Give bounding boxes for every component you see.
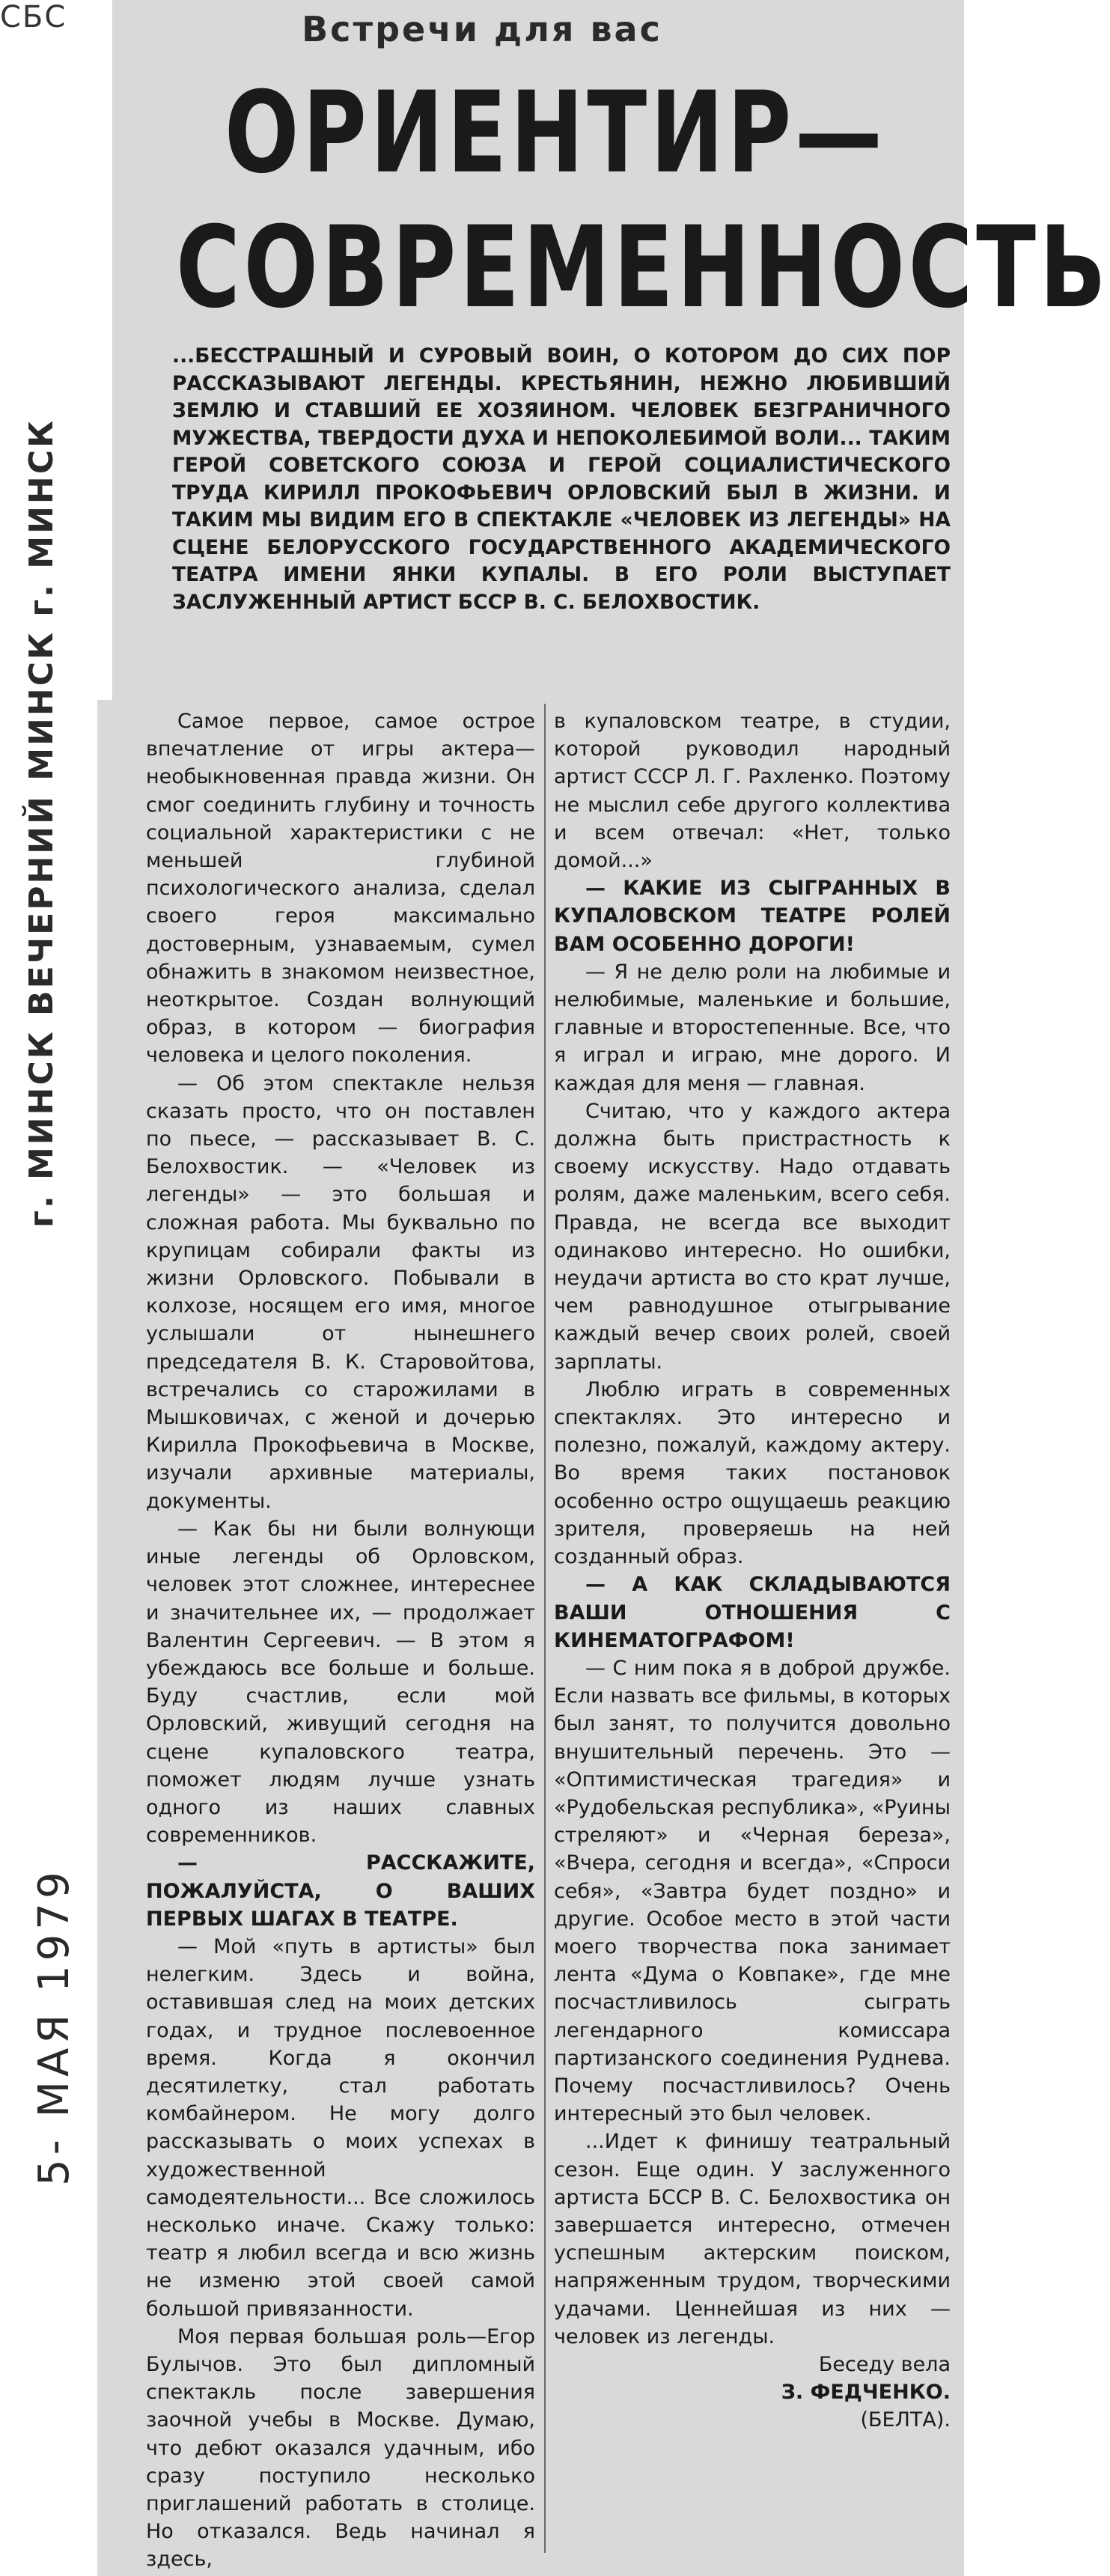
signature-name: З. ФЕДЧЕНКО. [781, 2381, 951, 2405]
paragraph: Люблю играть в современных спектаклях. Это интересно и полезно, пожалуй, каждому актеру. Во время таких постановок особенно остро ощущаешь реакцию зрителя, проверяешь на ней созданный образ. [554, 1377, 951, 1569]
handwritten-note: СБС [0, 0, 67, 34]
paragraph: ...Идет к финишу театральный сезон. Еще один. У заслуженного артиста БССР В. С. Белохвостика он завершается интересно, отмечен успешным актерским поиском, напряженным трудом, творческими удачами. Ценнейшая из них — человек из легенды. [554, 2130, 951, 2348]
paragraph: в купаловском театре, в студии, которой руководил народный артист СССР Л. Г. Рахленко. Поэтому не мыслил себе другого коллектива и всем отвечал: «Нет, только домой...» [554, 710, 951, 873]
paragraph: Самое первое, самое острое впечатление от игры актера—необыкновенная правда жизни. Он смог соединить глубину и точность социальной характеристики с не меньшей глубиной психологического анализа, сделал своего героя максимально достоверным, узнаваемым, сумел обнажить в знакомом неизвестное, неоткрытое. Создан волнующий образ, в котором — биография человека и целого поколения. [146, 710, 535, 1068]
publication-date: 5- МАЯ 1979 [30, 1867, 79, 2186]
paragraph: Моя первая большая роль—Егор Булычов. Это был дипломный спектакль после завершения заочной учебы в Москве. Думаю, что дебют оказался удачным, ибо сразу поступило несколько приглашений работать в столице. Но отказался. Ведь начинал я здесь, [146, 2324, 535, 2572]
paragraph: Считаю, что у каждого актера должна быть пристрастность к своему искусству. Надо отдавать ролям, даже маленьким, всего себя. Правда, не всегда все выходит одинаково интересно. Но ошибки, неудачи артиста во сто крат лучше, чем равнодушное отыгрывание каждый вечер своих ролей, своей зарплаты. [554, 1099, 951, 1374]
rubric-title: Встречи для вас [302, 9, 662, 49]
headline-line2: СОВРЕМЕННОСТЬ [176, 203, 1110, 333]
paragraph: — С ним пока я в доброй дружбе. Если назвать все фильмы, в которых был занят, то получится довольно внушительный перечень. Это — «Оптимистическая трагедия» и «Рудобельская республика», «Руины стреляют» и «Черная береза», «Вчера, сегодня и всегда», «Спроси себя», «Завтра будет поздно» и другие. Особое место в этой части моего творчества пока занимает лента «Дума о Ковпаке», где мне посчастливилось сыграть легендарного комиссара партизанского соединения Руднева. Почему посчастливилось? Очень интересный это был человек. [554, 1656, 951, 2126]
article-column-1 [146, 707, 535, 2574]
interview-question: — А КАК СКЛАДЫВАЮТСЯ ВАШИ ОТНОШЕНИЯ С КИНЕМАТОГРАФОМ! [554, 1573, 951, 1652]
lead-paragraph: ...БЕССТРАШНЫЙ И СУРОВЫЙ ВОИН, О КОТОРОМ ДО СИХ ПОР РАССКАЗЫВАЮТ ЛЕГЕНДЫ. КРЕСТЬЯНИН, НЕЖНО ЛЮБИВШИЙ ЗЕМЛЮ И СТАВШИЙ ЕЕ ХОЗЯИНОМ. ЧЕЛОВЕК БЕЗГРАНИЧНОГО МУЖЕСТВА, ТВЕРДОСТИ ДУХА И НЕПОКОЛЕБИМОЙ ВОЛИ... ТАКИМ ГЕРОЙ СОВЕТСКОГО СОЮЗА И ГЕРОЙ СОЦИАЛИСТИЧЕСКОГО ТРУДА КИРИЛЛ ПРОКОФЬЕВИЧ ОРЛОВСКИЙ БЫЛ В ЖИЗНИ. И ТАКИМ МЫ ВИДИМ ЕГО В СПЕКТАКЛЕ «ЧЕЛОВЕК ИЗ ЛЕГЕНДЫ» НА СЦЕНЕ БЕЛОРУССКОГО ГОСУДАРСТВЕННОГО АКАДЕМИЧЕСКОГО ТЕАТРА ИМЕНИ ЯНКИ КУПАЛЫ. В ЕГО РОЛИ ВЫСТУПАЕТ ЗАСЛУЖЕННЫЙ АРТИСТ БССР В. С. БЕЛОХВОСТИК. [172, 344, 951, 614]
interview-question: — РАССКАЖИТЕ, ПОЖАЛУЙСТА, О ВАШИХ ПЕРВЫХ ШАГАХ В ТЕАТРЕ. [146, 1851, 535, 1931]
signature-line: Беседу вела [818, 2352, 951, 2376]
article-column-2 [554, 707, 951, 2435]
paragraph: — Я не делю роли на любимые и нелюбимые, маленькие и большие, главные и второстепенные. Все, что я играл и играю, мне дорого. И каждая для меня — главная. [554, 960, 951, 1095]
paragraph: — Мой «путь в артисты» был нелегким. Здесь и война, оставившая след на моих детских годах, и трудное послевоенное время. Когда я окончил десятилетку, стал работать комбайнером. Не могу долго рассказывать о моих успехах в художественной самодеятельности... Все сложилось несколько иначе. Скажу только: театр я любил всегда и всю жизнь не изменю этой своей самой большой привязанности. [146, 1934, 535, 2321]
paragraph: — Об этом спектакле нельзя сказать просто, что он поставлен по пьесе, — рассказывает В. С. Белохвостик. — «Человек из легенды» — это большая и сложная работа. Мы буквально по крупицам собирали факты из жизни Орловского. Побывали в колхозе, носящем его имя, многое услышали от нынешнего председателя В. К. Старовойтова, встречались со старожилами в Мышковичах, с женой и дочерью Кирилла Прокофьевича в Москве, изучали архивные материалы, документы. [146, 1071, 535, 1513]
column-divider [544, 704, 546, 2553]
headline-line1: ОРИЕНТИР— [225, 68, 886, 198]
news-agency: (БЕЛТА). [860, 2408, 951, 2432]
newspaper-stamp: г. МИНСК ВЕЧЕРНИЙ МИНСК г. МИНСК [22, 418, 61, 1228]
interview-question: — КАКИЕ ИЗ СЫГРАННЫХ В КУПАЛОВСКОМ ТЕАТРЕ РОЛЕЙ ВАМ ОСОБЕННО ДОРОГИ! [554, 877, 951, 956]
paragraph: — Как бы ни были волнующи иные легенды об Орловском, человек этот сложнее, интереснее и значительнее их, — продолжает Валентин Сергеевич. — В этом я убеждаюсь все больше и больше. Буду счастлив, если мой Орловский, живущий сегодня на сцене купаловского театра, поможет людям лучше узнать одного из наших славных современников. [146, 1517, 535, 1848]
